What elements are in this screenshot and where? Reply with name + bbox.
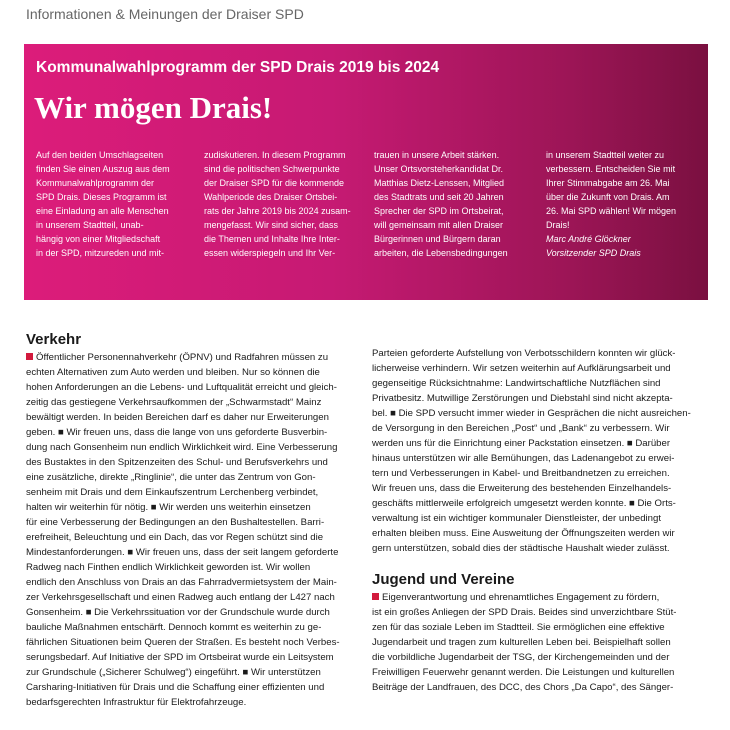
body-line: hinaus unterstützen wir alle Bemühungen, das Ladenangebot zu erwei- — [372, 453, 675, 464]
banner-line: eine Einladung an alle Menschen — [36, 206, 169, 216]
body-line: Öffentlicher Personennahverkehr (ÖPNV) und Radfahren müssen zu — [26, 350, 366, 365]
banner-line: Kommunalwahlprogramm der — [36, 178, 155, 188]
body-line: senheim mit Drais und dem Einkaufszentrum Lerchenberg verbindet, — [26, 487, 319, 498]
banner-line: will gemeinsam mit allen Draiser — [374, 220, 504, 230]
banner-line: 26. Mai SPD wählen! Wir mögen — [546, 206, 677, 216]
body-line: Freiwilligen Feuerwehr genannt werden. Die Leistungen und kulturellen — [372, 667, 675, 678]
body-line: halten wir weiterhin für nötig. ■ Wir werden uns weiterhin einsetzen — [26, 502, 311, 513]
body-line: dung nach Gonsenheim nun endlich Wirklichkeit wird. Eine Verbesserung — [26, 442, 338, 453]
body-line: zur Grundschule („Sicherer Schulweg“) eingeführt. ■ Wir unterstützen — [26, 667, 321, 678]
banner-line: über die Zukunft von Drais. Am — [546, 192, 670, 202]
body-line: licherweise verhindern. Wir setzen weiterhin auf Aufklärungsarbeit und — [372, 363, 671, 374]
body-line: die vorbildliche Jugendarbeit der TSG, der Kirchengemeinden und der — [372, 652, 670, 663]
banner-line: rats der Jahre 2019 bis 2024 zusam- — [204, 206, 351, 216]
section-heading-verkehr: Verkehr — [26, 331, 82, 348]
body-line: des Bustaktes in den Spitzenzeiten des Schul- und Berufsverkehrs und — [26, 457, 328, 468]
banner-line: in unserem Stadtteil, unab- — [36, 220, 144, 230]
banner-line: in der SPD, mitzureden und mit- — [36, 248, 165, 258]
body-line: bauliche Maßnahmen entschärft. Dennoch kommt es weiterhin zu ge- — [26, 622, 322, 633]
banner-headline: Wir mögen Drais! — [34, 90, 273, 125]
body-line: fährlichen Situationen beim Queren der Straßen. Es besteht noch Verbes- — [26, 637, 340, 648]
banner-line: Matthias Dietz-Lenssen, Mitglied — [374, 178, 505, 188]
body-line: verwaltung ist ein wichtiger kommunaler Dienstleister, der unbedingt — [372, 513, 662, 524]
body-line: geschäfts mittlerweile erfolgreich umgesetzt werden konnte. ■ Die Orts- — [372, 498, 676, 509]
banner-line: finden Sie einen Auszug aus dem — [36, 164, 170, 174]
banner-line: mengefasst. Wir sind sicher, dass — [204, 220, 339, 230]
body-line: bel. ■ Die SPD versucht immer wieder in Gesprächen die nicht ausreichen- — [372, 408, 691, 419]
banner-line: hängig von einer Mitgliedschaft — [36, 234, 161, 244]
body-line: erhalten bleiben muss. Eine Ausweitung der Öffnungszeiten werden wir — [372, 528, 675, 539]
banner-line: in unserem Stadtteil weiter zu — [546, 150, 665, 160]
banner-line: sind die politischen Schwerpunkte — [204, 164, 340, 174]
body-line: Carsharing-Initiativen für Drais und die Schaffung einer effizienten und — [26, 682, 325, 693]
body-line: gern unterstützen, sobald dies der städtische Haushalt wieder zulässt. — [372, 543, 670, 554]
bullet-square-icon — [372, 593, 379, 600]
banner-line: essen widerspiegeln und Ihr Ver- — [204, 248, 336, 258]
body-line: bedarfsgerechten Infrastruktur für Elektrofahrzeuge. — [26, 697, 247, 708]
body-line: werden uns für die Einrichtung einer Packstation einsetzen. ■ Darüber — [372, 438, 671, 449]
banner-line: des Stadtrats und seit 20 Jahren — [374, 192, 504, 202]
body-line: de Versorgung in den Bereichen „Post“ und „Bank“ zu verbessern. Wir — [372, 423, 670, 434]
banner-column-2 — [204, 148, 362, 260]
body-line: Radweg nach Finthen endlich Wirklichkeit geworden ist. Wir wollen — [26, 562, 311, 573]
body-line: Eigenverantwortung und ehrenamtliches Engagement zu fördern, — [372, 590, 712, 605]
banner-line: Unser Ortsvorsteherkandidat Dr. — [374, 164, 504, 174]
body-line: erefreiheit, Beleuchtung und ein Dach, das vor Regen schützt sind die — [26, 532, 324, 543]
banner-subtitle: Kommunalwahlprogramm der SPD Drais 2019 bis 2024 — [36, 59, 440, 76]
section-heading-jugend: Jugend und Vereine — [372, 571, 515, 588]
body-line: zeitig das gestiegene Verkehrsaufkommen der „Schwarmstadt“ Mainz — [26, 397, 322, 408]
banner-line: Wahlperiode des Draiser Ortsbei- — [204, 192, 338, 202]
body-line: zen für das soziale Leben im Stadtteil. Sie ermöglichen eine effektive — [372, 622, 665, 633]
body-line: endlich den Anschluss von Drais an das Fahrradvermietsystem der Main- — [26, 577, 337, 588]
banner-line: der Draiser SPD für die kommende — [204, 178, 345, 188]
left-column — [26, 330, 366, 710]
bullet-square-icon — [26, 353, 33, 360]
right-column — [372, 346, 712, 695]
banner-line: trauen in unsere Arbeit stärken. — [374, 150, 500, 160]
body-line: Jugendarbeit und tragen zum kulturellen Leben bei. Beispielhaft sollen — [372, 637, 671, 648]
body-line: geben. ■ Wir freuen uns, dass die lange von uns geforderte Busverbin- — [26, 427, 328, 438]
banner-line: verbessern. Entscheiden Sie mit — [546, 164, 676, 174]
signature-title: Vorsitzender SPD Drais — [546, 248, 641, 258]
banner-column-4 — [546, 148, 704, 260]
body-line: hohen Anforderungen an die Lebens- und Luftqualität erreicht und gleich- — [26, 382, 337, 393]
body-line: eine zusätzliche, direkte „Ringlinie“, die unter das Zentrum von Gon- — [26, 472, 316, 483]
banner-line: Drais! — [546, 220, 570, 230]
banner-line: Ihrer Stimmabgabe am 26. Mai — [546, 178, 670, 188]
body-line: Privatbesitz. Mutwillige Zerstörungen und Diebstahl sind nicht akzepta- — [372, 393, 673, 404]
body-line: Mindestanforderungen. ■ Wir freuen uns, dass der seit langem geforderte — [26, 547, 339, 558]
body-line: Beiträge der Landfrauen, des DCC, des Chors „Da Capo“, des Sänger- — [372, 682, 674, 693]
publication-tagline: Informationen & Meinungen der Draiser SPD — [26, 6, 304, 22]
body-line: Wir freuen uns, dass die Erweiterung des bestehenden Einzelhandels- — [372, 483, 672, 494]
body-line: ist ein großes Anliegen der SPD Drais. Beides sind unverzichtbare Stüt- — [372, 607, 677, 618]
banner-line: Sprecher der SPD im Ortsbeirat, — [374, 206, 504, 216]
body-line: bewältigt werden. In beiden Bereichen darf es daher nur Erweiterungen — [26, 412, 329, 423]
body-line: für eine Verbesserung der Bedingungen an den Bushaltestellen. Barri- — [26, 517, 325, 528]
body-line: echten Alternativen zum Auto werden und bleiben. Nur so können die — [26, 367, 320, 378]
body-line: Parteien geforderte Aufstellung von Verbotsschildern konnten wir glück- — [372, 348, 676, 359]
body-line: Gonsenheim. ■ Die Verkehrssituation vor der Grundschule wurde durch — [26, 607, 330, 618]
signature-name: Marc André Glöckner — [546, 234, 631, 244]
banner-column-3 — [374, 148, 532, 260]
banner-line: zudiskutieren. In diesem Programm — [204, 150, 346, 160]
banner-line: arbeiten, die Lebensbedingungen — [374, 248, 508, 258]
body-line: gegenseitige Rücksichtnahme: Landwirtschaftliche Nutzflächen sind — [372, 378, 661, 389]
body-line: zer Verkehrsgesellschaft und einen Radweg auch entlang der L427 nach — [26, 592, 335, 603]
banner-line: die Themen und Inhalte Ihre Inter- — [204, 234, 340, 244]
body-line: tern und Verbesserungen in Kabel- und Breitbandnetzen zu erreichen. — [372, 468, 670, 479]
banner-line: Bürgerinnen und Bürgern daran — [374, 234, 501, 244]
banner-line: Auf den beiden Umschlagseiten — [36, 150, 164, 160]
program-banner — [24, 44, 708, 300]
body-line: serungsbedarf. Auf Initiative der SPD im Ortsbeirat wurde ein Leitsystem — [26, 652, 334, 663]
banner-line: SPD Drais. Dieses Programm ist — [36, 192, 167, 202]
banner-column-1 — [36, 148, 194, 260]
